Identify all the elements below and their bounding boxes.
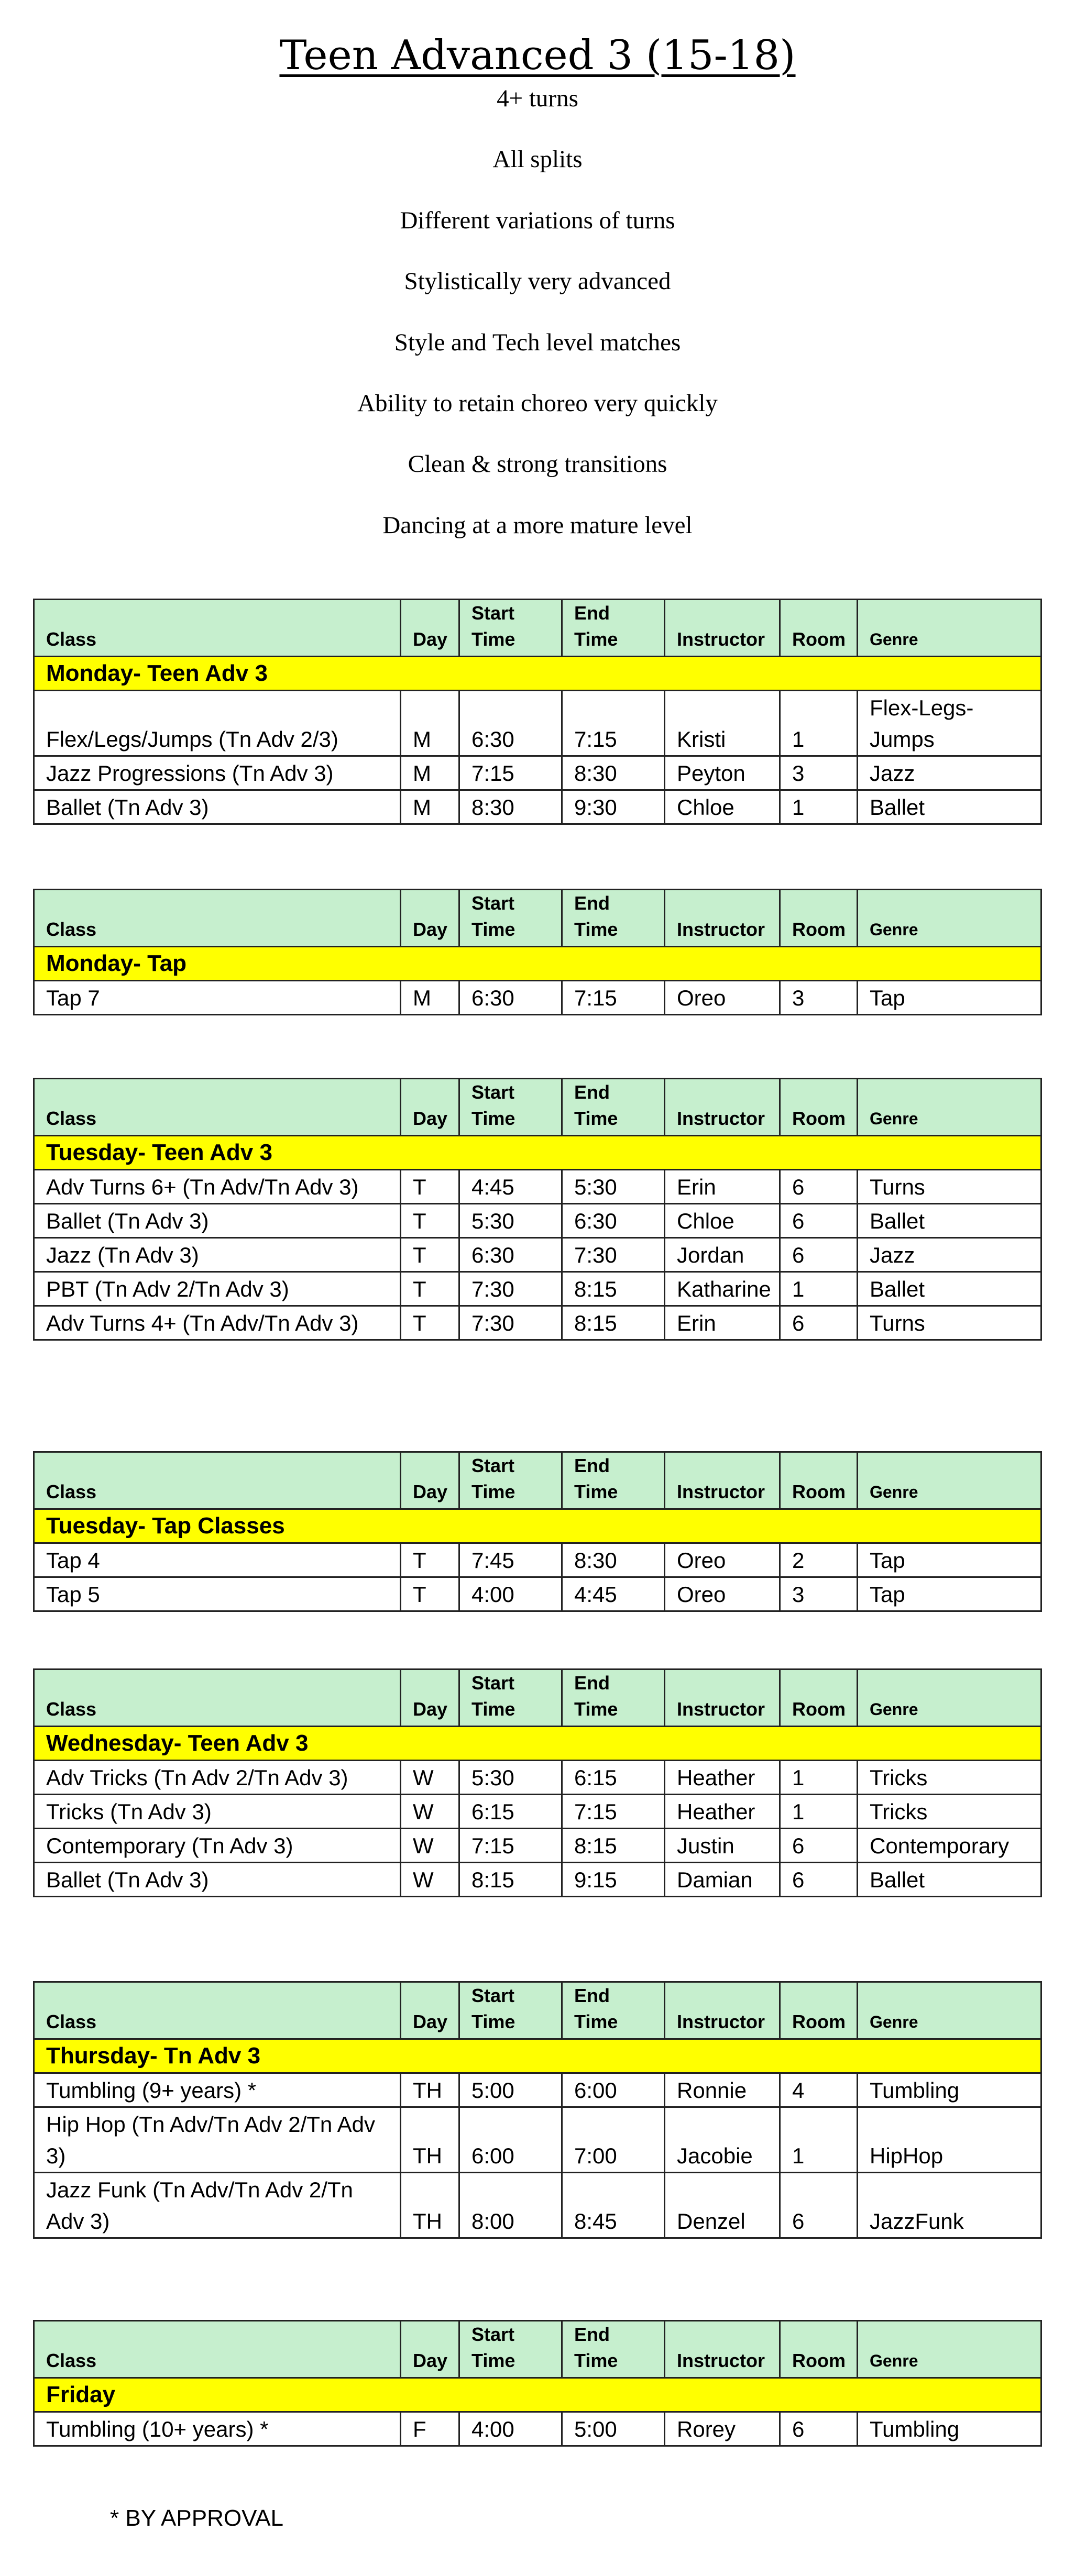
header-end-time: End Time <box>562 1670 665 1727</box>
header-day: Day <box>401 1452 459 1509</box>
cell-genre: Tumbling <box>858 2412 1041 2446</box>
section-row <box>34 2039 1041 2073</box>
cell-room: 1 <box>780 1272 858 1306</box>
section-row <box>34 1727 1041 1761</box>
header-instructor: Instructor <box>665 1452 780 1509</box>
cell-day: W <box>401 1829 459 1863</box>
cell-day: M <box>401 756 459 790</box>
section-title: Thursday- Tn Adv 3 <box>34 2039 1041 2073</box>
criteria-item: Style and Tech level matches <box>394 328 681 356</box>
section-title: Monday- Teen Adv 3 <box>34 657 1041 691</box>
cell-start: 7:30 <box>459 1306 562 1340</box>
table-row <box>34 1577 1041 1611</box>
cell-room: 6 <box>780 1170 858 1204</box>
cell-room: 6 <box>780 1306 858 1340</box>
cell-end: 6:15 <box>562 1761 665 1795</box>
table-row <box>34 2412 1041 2446</box>
cell-class: PBT (Tn Adv 2/Tn Adv 3) <box>34 1272 401 1306</box>
table-row <box>34 981 1041 1015</box>
table-row <box>34 1795 1041 1829</box>
table-row <box>34 1761 1041 1795</box>
section-title: Tuesday- Teen Adv 3 <box>34 1136 1041 1170</box>
cell-instructor: Erin <box>665 1170 780 1204</box>
cell-instructor: Rorey <box>665 2412 780 2446</box>
cell-class: Jazz Funk (Tn Adv/Tn Adv 2/Tn Adv 3) <box>34 2173 401 2238</box>
cell-room: 6 <box>780 2173 858 2238</box>
cell-end: 8:30 <box>562 756 665 790</box>
header-start-time: Start Time <box>459 1452 562 1509</box>
cell-end: 6:00 <box>562 2073 665 2107</box>
table-header-row <box>34 1452 1041 1509</box>
cell-end: 7:30 <box>562 1238 665 1272</box>
header-room: Room <box>780 1670 858 1727</box>
cell-day: T <box>401 1238 459 1272</box>
cell-instructor: Damian <box>665 1863 780 1897</box>
cell-room: 6 <box>780 1238 858 1272</box>
table-row <box>34 2107 1041 2173</box>
cell-start: 6:30 <box>459 1238 562 1272</box>
header-day: Day <box>401 600 459 657</box>
criteria-item: All splits <box>492 146 583 173</box>
header-room: Room <box>780 1079 858 1136</box>
cell-genre: Tumbling <box>858 2073 1041 2107</box>
header-instructor: Instructor <box>665 600 780 657</box>
cell-class: Adv Tricks (Tn Adv 2/Tn Adv 3) <box>34 1761 401 1795</box>
section-title: Friday <box>34 2378 1041 2412</box>
header-genre: Genre <box>858 1452 1041 1509</box>
cell-class: Flex/Legs/Jumps (Tn Adv 2/3) <box>34 691 401 756</box>
header-instructor: Instructor <box>665 1079 780 1136</box>
cell-room: 1 <box>780 691 858 756</box>
header-instructor: Instructor <box>665 1982 780 2039</box>
cell-instructor: Oreo <box>665 1577 780 1611</box>
schedule-table <box>33 2320 1042 2447</box>
header-genre: Genre <box>858 1079 1041 1136</box>
cell-class: Tricks (Tn Adv 3) <box>34 1795 401 1829</box>
cell-room: 6 <box>780 2412 858 2446</box>
cell-day: M <box>401 981 459 1015</box>
cell-class: Tumbling (9+ years) * <box>34 2073 401 2107</box>
cell-room: 6 <box>780 1863 858 1897</box>
header-genre: Genre <box>858 2321 1041 2378</box>
section-title: Wednesday- Teen Adv 3 <box>34 1727 1041 1761</box>
header-day: Day <box>401 1079 459 1136</box>
cell-instructor: Oreo <box>665 1543 780 1577</box>
header-day: Day <box>401 1982 459 2039</box>
header-start-time: Start Time <box>459 600 562 657</box>
cell-class: Ballet (Tn Adv 3) <box>34 1204 401 1238</box>
page-title: Teen Advanced 3 (15-18) <box>279 32 796 79</box>
cell-day: M <box>401 691 459 756</box>
table-row <box>34 1170 1041 1204</box>
header-start-time: Start Time <box>459 890 562 947</box>
cell-day: TH <box>401 2073 459 2107</box>
header-instructor: Instructor <box>665 890 780 947</box>
cell-start: 6:30 <box>459 691 562 756</box>
cell-genre: Tricks <box>858 1761 1041 1795</box>
cell-start: 8:00 <box>459 2173 562 2238</box>
table-row <box>34 2173 1041 2238</box>
schedule-table <box>33 1078 1042 1341</box>
cell-day: F <box>401 2412 459 2446</box>
cell-instructor: Jordan <box>665 1238 780 1272</box>
cell-start: 8:30 <box>459 790 562 824</box>
table-header-row <box>34 2321 1041 2378</box>
cell-day: W <box>401 1863 459 1897</box>
criteria-item: Different variations of turns <box>400 206 675 234</box>
cell-instructor: Justin <box>665 1829 780 1863</box>
cell-genre: Ballet <box>858 1272 1041 1306</box>
header-end-time: End Time <box>562 600 665 657</box>
cell-start: 7:30 <box>459 1272 562 1306</box>
cell-day: M <box>401 790 459 824</box>
criteria-item: Dancing at a more mature level <box>382 511 693 539</box>
cell-end: 8:15 <box>562 1829 665 1863</box>
schedule-table <box>33 1668 1042 1897</box>
cell-genre: Flex-Legs- Jumps <box>858 691 1041 756</box>
cell-genre: Tap <box>858 1577 1041 1611</box>
table-row <box>34 1863 1041 1897</box>
header-start-time: Start Time <box>459 2321 562 2378</box>
cell-start: 8:15 <box>459 1863 562 1897</box>
cell-day: W <box>401 1795 459 1829</box>
cell-end: 4:45 <box>562 1577 665 1611</box>
cell-start: 5:30 <box>459 1204 562 1238</box>
cell-genre: Ballet <box>858 790 1041 824</box>
header-start-time: Start Time <box>459 1670 562 1727</box>
cell-class: Ballet (Tn Adv 3) <box>34 1863 401 1897</box>
cell-instructor: Heather <box>665 1761 780 1795</box>
cell-genre: JazzFunk <box>858 2173 1041 2238</box>
header-day: Day <box>401 890 459 947</box>
schedule-table <box>33 889 1042 1015</box>
cell-start: 7:15 <box>459 756 562 790</box>
table-row <box>34 2073 1041 2107</box>
cell-start: 5:30 <box>459 1761 562 1795</box>
table-row <box>34 1238 1041 1272</box>
cell-end: 7:15 <box>562 1795 665 1829</box>
header-room: Room <box>780 2321 858 2378</box>
cell-instructor: Jacobie <box>665 2107 780 2173</box>
header-start-time: Start Time <box>459 1079 562 1136</box>
cell-instructor: Erin <box>665 1306 780 1340</box>
criteria-item: Clean & strong transitions <box>408 450 667 478</box>
header-end-time: End Time <box>562 2321 665 2378</box>
cell-end: 6:30 <box>562 1204 665 1238</box>
section-row <box>34 2378 1041 2412</box>
cell-room: 2 <box>780 1543 858 1577</box>
header-class: Class <box>34 890 401 947</box>
header-class: Class <box>34 1079 401 1136</box>
header-day: Day <box>401 1670 459 1727</box>
cell-end: 5:30 <box>562 1170 665 1204</box>
cell-day: T <box>401 1306 459 1340</box>
cell-start: 4:00 <box>459 2412 562 2446</box>
cell-genre: Tap <box>858 981 1041 1015</box>
cell-class: Adv Turns 6+ (Tn Adv/Tn Adv 3) <box>34 1170 401 1204</box>
cell-room: 1 <box>780 1761 858 1795</box>
table-row <box>34 1204 1041 1238</box>
cell-class: Ballet (Tn Adv 3) <box>34 790 401 824</box>
cell-day: T <box>401 1204 459 1238</box>
header-instructor: Instructor <box>665 2321 780 2378</box>
cell-genre: Contemporary <box>858 1829 1041 1863</box>
header-room: Room <box>780 1452 858 1509</box>
header-instructor: Instructor <box>665 1670 780 1727</box>
cell-end: 8:15 <box>562 1272 665 1306</box>
header-end-time: End Time <box>562 1452 665 1509</box>
criteria-item: 4+ turns <box>497 85 578 112</box>
cell-instructor: Katharine <box>665 1272 780 1306</box>
cell-class: Tap 7 <box>34 981 401 1015</box>
cell-end: 7:15 <box>562 691 665 756</box>
cell-room: 6 <box>780 1204 858 1238</box>
table-row <box>34 1306 1041 1340</box>
header-genre: Genre <box>858 1670 1041 1727</box>
table-row <box>34 1272 1041 1306</box>
header-class: Class <box>34 1452 401 1509</box>
schedule-table <box>33 599 1042 825</box>
header-end-time: End Time <box>562 890 665 947</box>
section-title: Monday- Tap <box>34 947 1041 981</box>
cell-class: Adv Turns 4+ (Tn Adv/Tn Adv 3) <box>34 1306 401 1340</box>
header-class: Class <box>34 600 401 657</box>
cell-class: Tap 4 <box>34 1543 401 1577</box>
cell-genre: Jazz <box>858 1238 1041 1272</box>
cell-room: 4 <box>780 2073 858 2107</box>
cell-end: 7:15 <box>562 981 665 1015</box>
header-end-time: End Time <box>562 1982 665 2039</box>
cell-instructor: Oreo <box>665 981 780 1015</box>
cell-start: 7:45 <box>459 1543 562 1577</box>
table-header-row <box>34 1670 1041 1727</box>
schedule-table <box>33 1981 1042 2239</box>
cell-genre: Ballet <box>858 1863 1041 1897</box>
cell-instructor: Kristi <box>665 691 780 756</box>
cell-class: Jazz Progressions (Tn Adv 3) <box>34 756 401 790</box>
table-header-row <box>34 1079 1041 1136</box>
cell-instructor: Chloe <box>665 790 780 824</box>
table-row <box>34 691 1041 756</box>
cell-genre: HipHop <box>858 2107 1041 2173</box>
cell-instructor: Heather <box>665 1795 780 1829</box>
table-row <box>34 790 1041 824</box>
header-class: Class <box>34 1982 401 2039</box>
cell-end: 5:00 <box>562 2412 665 2446</box>
cell-end: 9:15 <box>562 1863 665 1897</box>
table-header-row <box>34 1982 1041 2039</box>
table-row <box>34 756 1041 790</box>
cell-start: 6:15 <box>459 1795 562 1829</box>
cell-start: 6:00 <box>459 2107 562 2173</box>
section-row <box>34 657 1041 691</box>
cell-class: Contemporary (Tn Adv 3) <box>34 1829 401 1863</box>
cell-day: T <box>401 1170 459 1204</box>
cell-genre: Tricks <box>858 1795 1041 1829</box>
cell-day: T <box>401 1577 459 1611</box>
section-row <box>34 1509 1041 1543</box>
header-room: Room <box>780 1982 858 2039</box>
cell-start: 4:00 <box>459 1577 562 1611</box>
cell-day: T <box>401 1272 459 1306</box>
header-genre: Genre <box>858 600 1041 657</box>
schedule-table <box>33 1451 1042 1612</box>
cell-room: 1 <box>780 790 858 824</box>
cell-start: 4:45 <box>459 1170 562 1204</box>
cell-class: Jazz (Tn Adv 3) <box>34 1238 401 1272</box>
cell-room: 6 <box>780 1829 858 1863</box>
cell-room: 1 <box>780 1795 858 1829</box>
cell-start: 5:00 <box>459 2073 562 2107</box>
cell-genre: Jazz <box>858 756 1041 790</box>
cell-end: 8:15 <box>562 1306 665 1340</box>
cell-instructor: Chloe <box>665 1204 780 1238</box>
footnote: * BY APPROVAL <box>110 2505 283 2531</box>
header-class: Class <box>34 2321 401 2378</box>
cell-end: 8:45 <box>562 2173 665 2238</box>
cell-room: 3 <box>780 981 858 1015</box>
section-title: Tuesday- Tap Classes <box>34 1509 1041 1543</box>
header-end-time: End Time <box>562 1079 665 1136</box>
criteria-list <box>0 83 1075 570</box>
cell-start: 7:15 <box>459 1829 562 1863</box>
cell-genre: Turns <box>858 1306 1041 1340</box>
cell-instructor: Ronnie <box>665 2073 780 2107</box>
cell-end: 7:00 <box>562 2107 665 2173</box>
header-genre: Genre <box>858 1982 1041 2039</box>
header-class: Class <box>34 1670 401 1727</box>
header-genre: Genre <box>858 890 1041 947</box>
cell-genre: Turns <box>858 1170 1041 1204</box>
table-row <box>34 1829 1041 1863</box>
cell-instructor: Denzel <box>665 2173 780 2238</box>
cell-end: 8:30 <box>562 1543 665 1577</box>
header-day: Day <box>401 2321 459 2378</box>
table-header-row <box>34 890 1041 947</box>
header-room: Room <box>780 600 858 657</box>
header-room: Room <box>780 890 858 947</box>
cell-genre: Ballet <box>858 1204 1041 1238</box>
cell-genre: Tap <box>858 1543 1041 1577</box>
cell-room: 3 <box>780 1577 858 1611</box>
cell-room: 3 <box>780 756 858 790</box>
cell-class: Tumbling (10+ years) * <box>34 2412 401 2446</box>
cell-room: 1 <box>780 2107 858 2173</box>
cell-instructor: Peyton <box>665 756 780 790</box>
table-header-row <box>34 600 1041 657</box>
cell-day: T <box>401 1543 459 1577</box>
table-row <box>34 1543 1041 1577</box>
cell-day: W <box>401 1761 459 1795</box>
cell-day: TH <box>401 2107 459 2173</box>
section-row <box>34 1136 1041 1170</box>
section-row <box>34 947 1041 981</box>
header-start-time: Start Time <box>459 1982 562 2039</box>
cell-class: Tap 5 <box>34 1577 401 1611</box>
cell-class: Hip Hop (Tn Adv/Tn Adv 2/Tn Adv 3) <box>34 2107 401 2173</box>
cell-end: 9:30 <box>562 790 665 824</box>
cell-start: 6:30 <box>459 981 562 1015</box>
criteria-item: Ability to retain choreo very quickly <box>357 389 718 417</box>
criteria-item: Stylistically very advanced <box>404 268 671 295</box>
cell-day: TH <box>401 2173 459 2238</box>
